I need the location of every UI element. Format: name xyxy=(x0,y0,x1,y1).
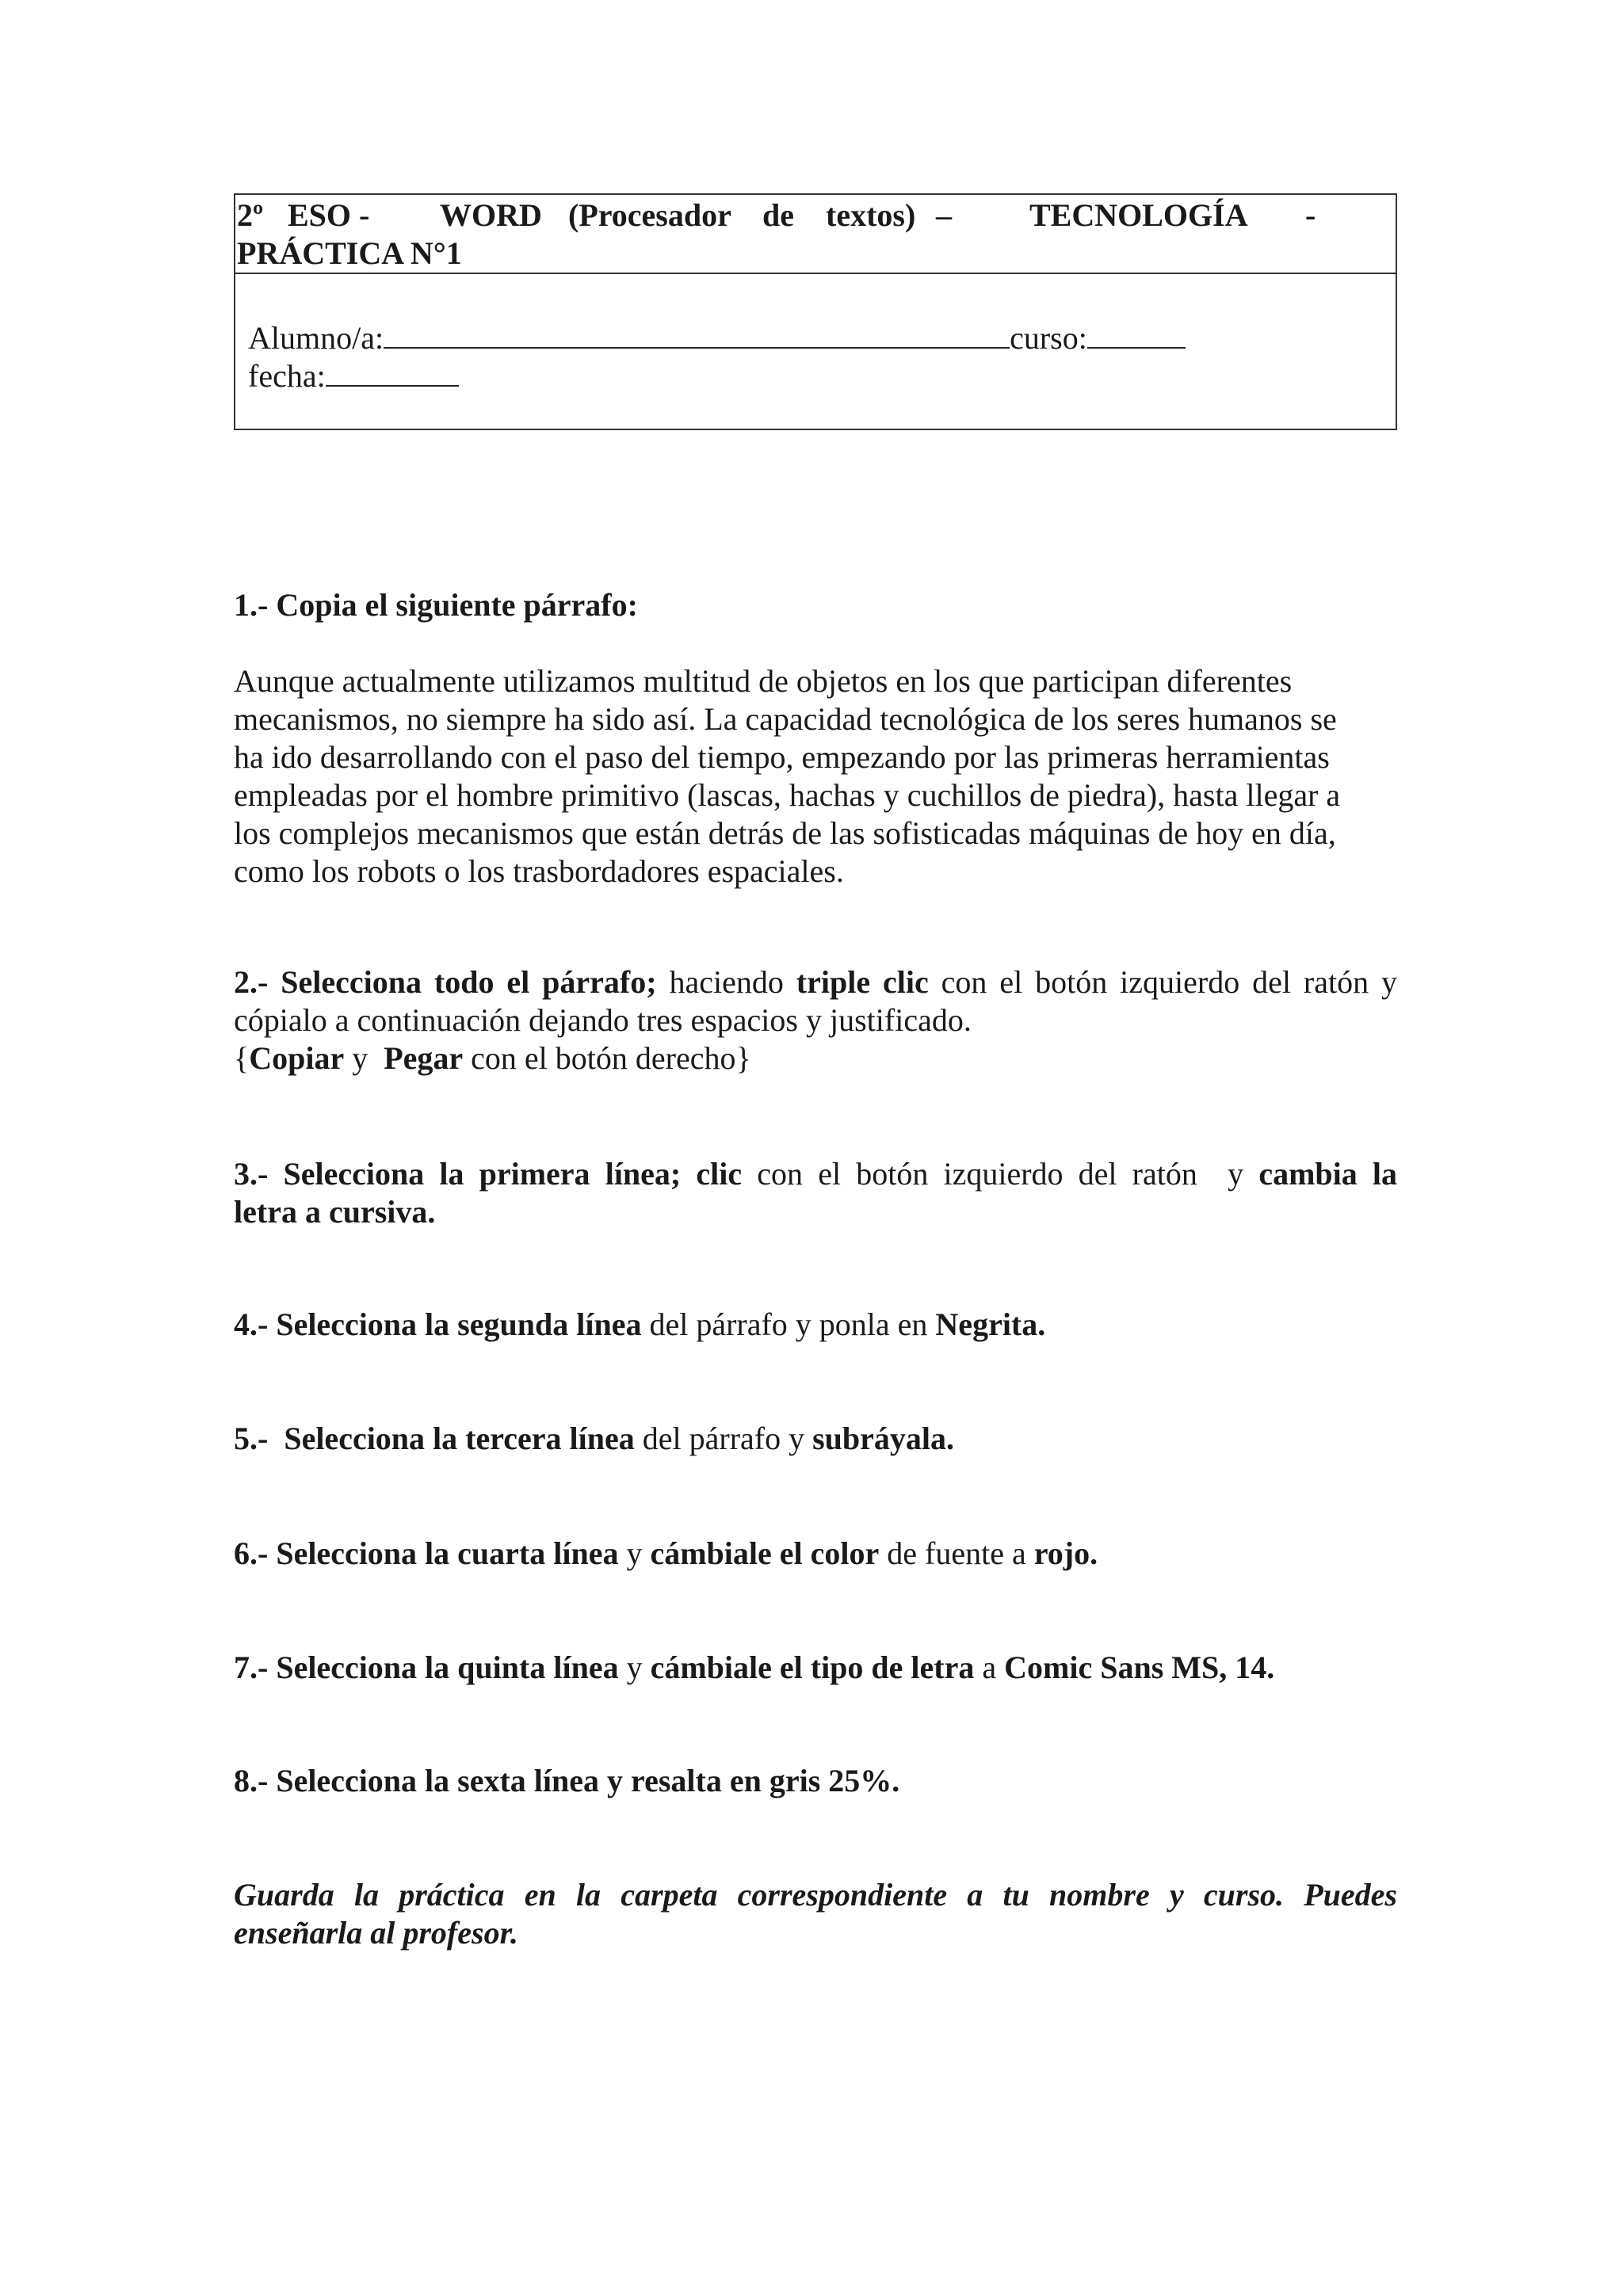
section-2-line-3 xyxy=(234,1039,1397,1077)
section-7-line xyxy=(234,1649,1397,1687)
section-5-line xyxy=(234,1420,1397,1458)
section-3-bold: 3.- Selecciona la primera línea; clic xyxy=(234,1156,743,1192)
paragraph-line: ha ido desarrollando con el paso del tiempo, empezando por las primeras herramientas xyxy=(234,739,1330,775)
title-row xyxy=(235,195,1396,274)
title-word: 2º xyxy=(237,197,264,233)
section-8-line: 8.- Selecciona la sexta línea y resalta en gris 25%. xyxy=(234,1763,900,1798)
footer-note xyxy=(234,1876,1397,1952)
paragraph-line: los complejos mecanismos que están detrás de las sofisticadas máquinas de hoy en día, xyxy=(234,815,1336,851)
section-1-heading: 1.- Copia el siguiente párrafo: xyxy=(234,587,638,623)
course-label: curso: xyxy=(1010,320,1087,356)
section-2-text: { xyxy=(234,1040,250,1076)
section-2 xyxy=(234,963,1397,1077)
section-2-line-2: cópialo a continuación dejando tres espacios y justificado. xyxy=(234,1002,972,1038)
section-6-line xyxy=(234,1535,1397,1573)
section-7-bold: Comic Sans MS, 14. xyxy=(1004,1650,1275,1685)
footer-line-2: enseñarla al profesor. xyxy=(234,1915,518,1951)
section-6-bold: cámbiale el color xyxy=(650,1535,880,1571)
section-5-bold: subráyala. xyxy=(812,1421,955,1456)
section-3 xyxy=(234,1155,1397,1231)
section-2-bold: triple clic xyxy=(796,964,929,1000)
section-2-line-1 xyxy=(234,963,1397,1001)
student-name-field[interactable] xyxy=(384,318,1010,349)
section-5-bold: 5.- Selecciona la tercera línea xyxy=(234,1421,635,1456)
section-2-bold: Copiar xyxy=(249,1040,345,1076)
section-2-text: con el botón izquierdo del ratón y xyxy=(928,964,1398,1000)
section-8 xyxy=(234,1762,1397,1800)
section-6-bold: 6.- Selecciona la cuarta línea xyxy=(234,1535,619,1571)
title-word: ESO - xyxy=(288,197,370,233)
date-label: fecha: xyxy=(248,358,326,394)
section-3-bold: cambia la xyxy=(1258,1156,1398,1192)
section-4-text: del párrafo y ponla en xyxy=(641,1306,936,1342)
title-word: - xyxy=(1305,197,1316,233)
course-field[interactable] xyxy=(1087,318,1186,349)
title-line-2: PRÁCTICA N°1 xyxy=(237,235,462,271)
section-2-bold: 2.- Selecciona todo el párrafo; xyxy=(234,964,657,1000)
section-2-text: y xyxy=(344,1040,384,1076)
header-box xyxy=(234,193,1397,430)
section-3-text: con el botón izquierdo del ratón y xyxy=(742,1156,1259,1192)
date-field[interactable] xyxy=(326,357,459,387)
section-2-bold: Pegar xyxy=(384,1040,464,1076)
section-6-text: de fuente a xyxy=(879,1535,1034,1571)
section-6-bold: rojo. xyxy=(1033,1535,1098,1571)
title-word: (Procesador xyxy=(568,197,731,233)
section-4 xyxy=(234,1306,1397,1344)
paragraph-line: empleadas por el hombre primitivo (lascas, hachas y cuchillos de piedra), hasta llegar a xyxy=(234,777,1341,813)
student-label: Alumno/a: xyxy=(248,320,384,356)
section-7 xyxy=(234,1649,1397,1687)
section-2-text: con el botón derecho} xyxy=(463,1040,751,1076)
section-7-text: a xyxy=(974,1650,1005,1685)
section-5 xyxy=(234,1420,1397,1458)
title-word: – xyxy=(936,197,952,233)
section-3-line-2: letra a cursiva. xyxy=(234,1194,436,1230)
section-4-line xyxy=(234,1306,1397,1344)
section-7-bold: cámbiale el tipo de letra xyxy=(650,1650,975,1685)
footer-line-1: Guarda la práctica en la carpeta correspondiente a tu nombre y curso. Puedes xyxy=(234,1877,1397,1913)
paragraph-line: como los robots o los trasbordadores espaciales. xyxy=(234,853,844,889)
student-course-line xyxy=(248,318,1186,357)
section-7-bold: 7.- Selecciona la quinta línea xyxy=(234,1650,619,1685)
section-3-line-1 xyxy=(234,1155,1397,1193)
section-5-text: del párrafo y xyxy=(634,1421,813,1456)
paragraph-line: Aunque actualmente utilizamos multitud de objetos en los que participan diferentes xyxy=(234,663,1293,699)
section-6-text: y xyxy=(618,1535,651,1571)
section-1-paragraph xyxy=(234,662,1397,891)
title-word: textos) xyxy=(826,197,916,233)
date-line xyxy=(248,357,459,395)
section-4-bold: 4.- Selecciona la segunda línea xyxy=(234,1306,642,1342)
title-word: TECNOLOGÍA xyxy=(1029,197,1248,233)
title-word: de xyxy=(762,197,794,233)
title-word: WORD xyxy=(440,197,542,233)
section-4-bold: Negrita. xyxy=(935,1306,1046,1342)
paragraph-line: mecanismos, no siempre ha sido así. La capacidad tecnológica de los seres humanos se xyxy=(234,701,1337,737)
section-6 xyxy=(234,1535,1397,1573)
section-7-text: y xyxy=(618,1650,651,1685)
section-2-text: haciendo xyxy=(656,964,796,1000)
